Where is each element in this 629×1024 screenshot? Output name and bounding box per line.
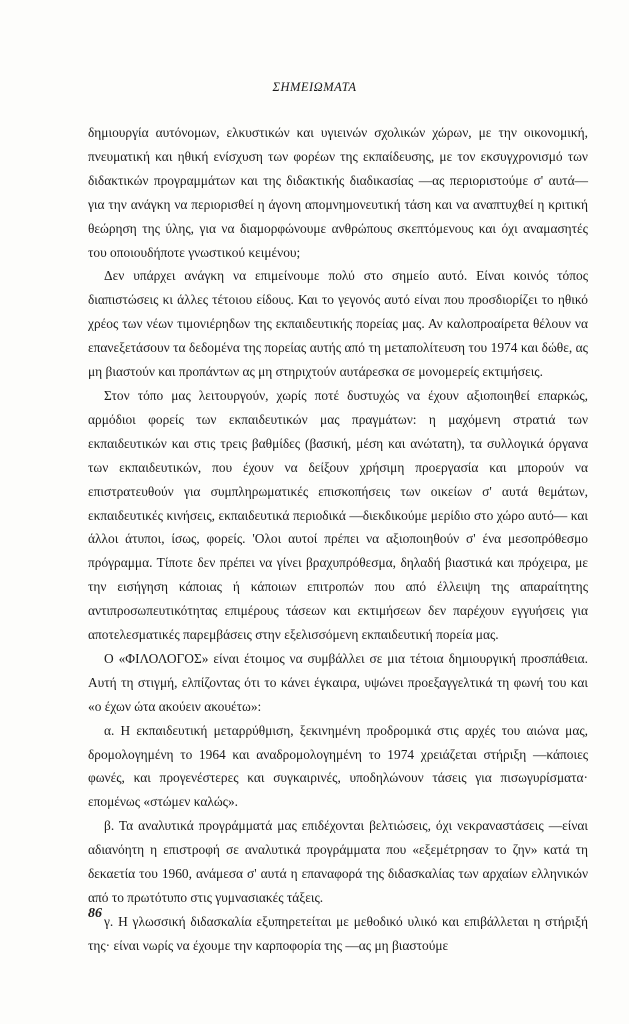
paragraph: δημιουργία αυτόνομων, ελκυστικών και υγιεινών σχολικών χώρων, με την οικονομική, πνευματική και ηθική ενίσχυση των φορέων της εκπαίδευσης, με τον εκσυγχρονισμό των διδακτικών προγραμμάτων και της διδακτικής διαδικασίας —ας περιοριστούμε σ' αυτά— για την ανάγκη να περιορισθεί η άγονη απομνημονευτική τάση και να αναπτυχθεί η κριτική θεώρηση της ύλης, για να διαμορφώνουμε ανθρώπους σκεπτόμενους και όχι αναμασητές του οποιουδήποτε γνωστικού κειμένου; [88,125,588,260]
main-text [88,121,588,958]
paragraph: Δεν υπάρχει ανάγκη να επιμείνουμε πολύ στο σημείο αυτό. Είναι κοινός τόπος διαπιστώσεις κι άλλες τέτοιου είδους. Και το γεγονός αυτό είναι που προσδιορίζει το ηθικό χρέος των νέων τιμονιέρηδων της εκπαιδευτικής πορείας μας. Αν καλοπροαίρετα θέλουν να επανεξετάσουν τα δεδομένα της πορείας αυτής από τη μεταπολίτευση του 1974 και δώθε, ας μη βιαστούν και προπάντων ας μη στηριχτούν αυτάρεσκα σε μονομερείς εκτιμήσεις. [88,268,588,380]
paragraph: Ο «ΦΙΛΟΛΟΓΟΣ» είναι έτοιμος να συμβάλλει σε μια τέτοια δημιουργική προσπάθεια. Αυτή τη στιγμή, ελπίζοντας ότι το κάνει έγκαιρα, υψώνει προεξαγγελτικά τη φωνή του και «ο έχων ώτα ακούειν ακουέτω»: [88,650,588,714]
paragraph: γ. Η γλωσσική διδασκαλία εξυπηρετείται με μεθοδικό υλικό και επιβάλλεται η στήριξή της· είναι νωρίς να έχουμε την καρποφορία της —ας μη βιαστούμε [88,913,588,953]
page-number: 86 [88,906,102,921]
running-title: ΣΗΜΕΙΩΜΑΤΑ [272,80,357,94]
paragraph: β. Τα αναλυτικά προγράμματά μας επιδέχονται βελτιώσεις, όχι νεκραναστάσεις —είναι αδιανόητη η επιστροφή σε αναλυτικά προγράμματα που «εξεμέτρησαν το ζην» κατά τη δεκαετία του 1960, ανάμεσα σ' αυτά η επαναφορά της διδασκαλίας των αρχαίων ελληνικών από το πρωτότυπο στις γυμνασιακές τάξεις. [88,818,588,905]
paragraph: Στον τόπο μας λειτουργούν, χωρίς ποτέ δυστυχώς να έχουν αξιοποιηθεί επαρκώς, αρμόδιοι φορείς των εκπαιδευτικών μας πραγμάτων: η μαχόμενη στρατιά των εκπαιδευτικών και στις τρεις βαθμίδες (βασική, μέση και ανώτατη), τα συλλογικά όργανα των εκπαιδευτικών, που έχουν να δείξουν χρήσιμη προεργασία και μπορούν να επιστρατευθούν για συμπληρωματικές επισκοπήσεις των οικείων σ' αυτά θεμάτων, εκπαιδευτικές κινήσεις, εκπαιδευτικά περιοδικά —διεκδικούμε μερίδιο στο χώρο αυτό— και άλλοι άτυποι, ίσως, φορείς. 'Ολοι αυτοί πρέπει να αξιοποιηθούν σ' ένα μεσοπρόθεσμο πρόγραμμα. Τίποτε δεν πρέπει να γίνει βραχυπρόθεσμα, δηλαδή βιαστικά και πρόχειρα, με την εισήγηση κάποιας ή κάποιων επιτροπών που από έλλειψη της απαραίτητης αντιπροσωπευτικότητας επιμέρους τάσεων και εκτιμήσεων δεν παρέχουν εγγυήσεις για αποτελεσματικές παρεμβάσεις στην εξελισσόμενη εκπαιδευτική πορεία μας. [88,387,588,643]
paragraph: α. Η εκπαιδευτική μεταρρύθμιση, ξεκινημένη προδρομικά στις αρχές του αιώνα μας, δρομολογημένη το 1964 και αναδρομολογημένη το 1974 χρειάζεται στήριξη —κάποιες φωνές, και προγενέστερες και συγκαιρινές, υποδηλώνουν τάσεις για πισωγυρίσματα· επομένως «στώμεν καλώς». [88,722,588,810]
